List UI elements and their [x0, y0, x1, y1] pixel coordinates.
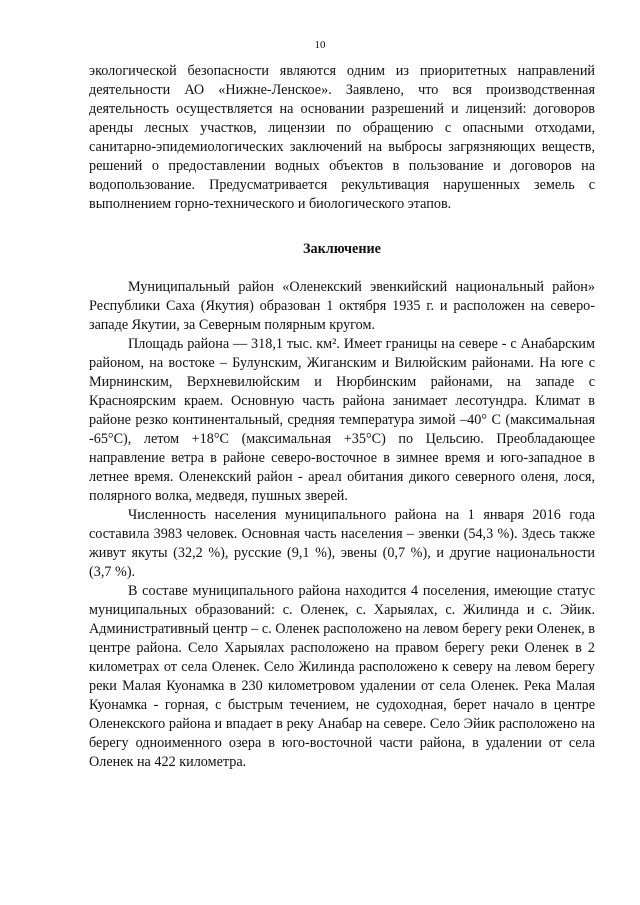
page-number: 10 — [314, 39, 326, 51]
paragraph-district-formation: Муниципальный район «Оленекский эвенкийский национальный район» Республики Саха (Якутия) образован 1 октября 1935 г. и расположен на северо-западе Якутии, за Северным полярным кругом. — [89, 279, 595, 333]
document-body — [89, 62, 595, 772]
paragraph-area-climate: Площадь района — 318,1 тыс. км². Имеет границы на севере - с Анабарским районом, на востоке – Булунским, Жиганским и Вилюйским районами. На юге с Мирнинским, Верхневилюйским и Нюрбинским районами, на западе с Красноярским краем. Основную часть района занимает лесотундра. Климат в районе резко континентальный, средняя температура зимой –40° С (максимальная -65°С), летом +18°С (максимальная +35°С) по Цельсию. Преобладающее направление ветра в районе северо-восточное в зимнее время и юго-западное в летнее время. Оленекский район - ареал обитания дикого северного оленя, лося, полярного волка, медведя, пушных зверей. — [89, 336, 595, 504]
paragraph-population: Численность населения муниципального района на 1 января 2016 года составила 3983 человек. Основная часть населения – эвенки (54,3 %). Здесь также живут якуты (32,2 %), русские (9,1 %), эвены (0,7 %), и другие национальности (3,7 %). — [89, 507, 595, 580]
section-heading: Заключение — [303, 241, 381, 257]
paragraph-settlements: В составе муниципального района находится 4 поселения, имеющие статус муниципальных образований: с. Оленек, с. Харыялах, с. Жилинда и с. Эйик. Административный центр – с. Оленек расположено на левом берегу реки Оленек, в центре района. Село Харыялах расположено на правом берегу реки Оленек в 2 километрах от села Оленек. Село Жилинда расположено к северу на левом берегу реки Малая Куонамка в 230 километровом удалении от села Оленек. Река Малая Куонамка - горная, с быстрым течением, не судоходная, берет начало в центре Оленекского района и впадает в реку Анабар на севере. Село Эйик расположено на берегу одноименного озера в юго-восточной части района, в удалении от села Оленек на 422 километра. — [89, 583, 595, 770]
intro-paragraph: экологической безопасности являются одним из приоритетных направлений деятельности АО «Нижне-Ленское». Заявлено, что вся производственная деятельность осуществляется на основании разрешений и лицензий: договоров аренды лесных участков, лицензии по обращению с опасными отходами, санитарно-эпидемиологических заключений на выбросы загрязняющих веществ, решений о предоставлении водных объектов в пользование и договоров на водопользование. Предусматривается рекультивация нарушенных земель с выполнением горно-технического и биологического этапов. — [89, 63, 595, 212]
